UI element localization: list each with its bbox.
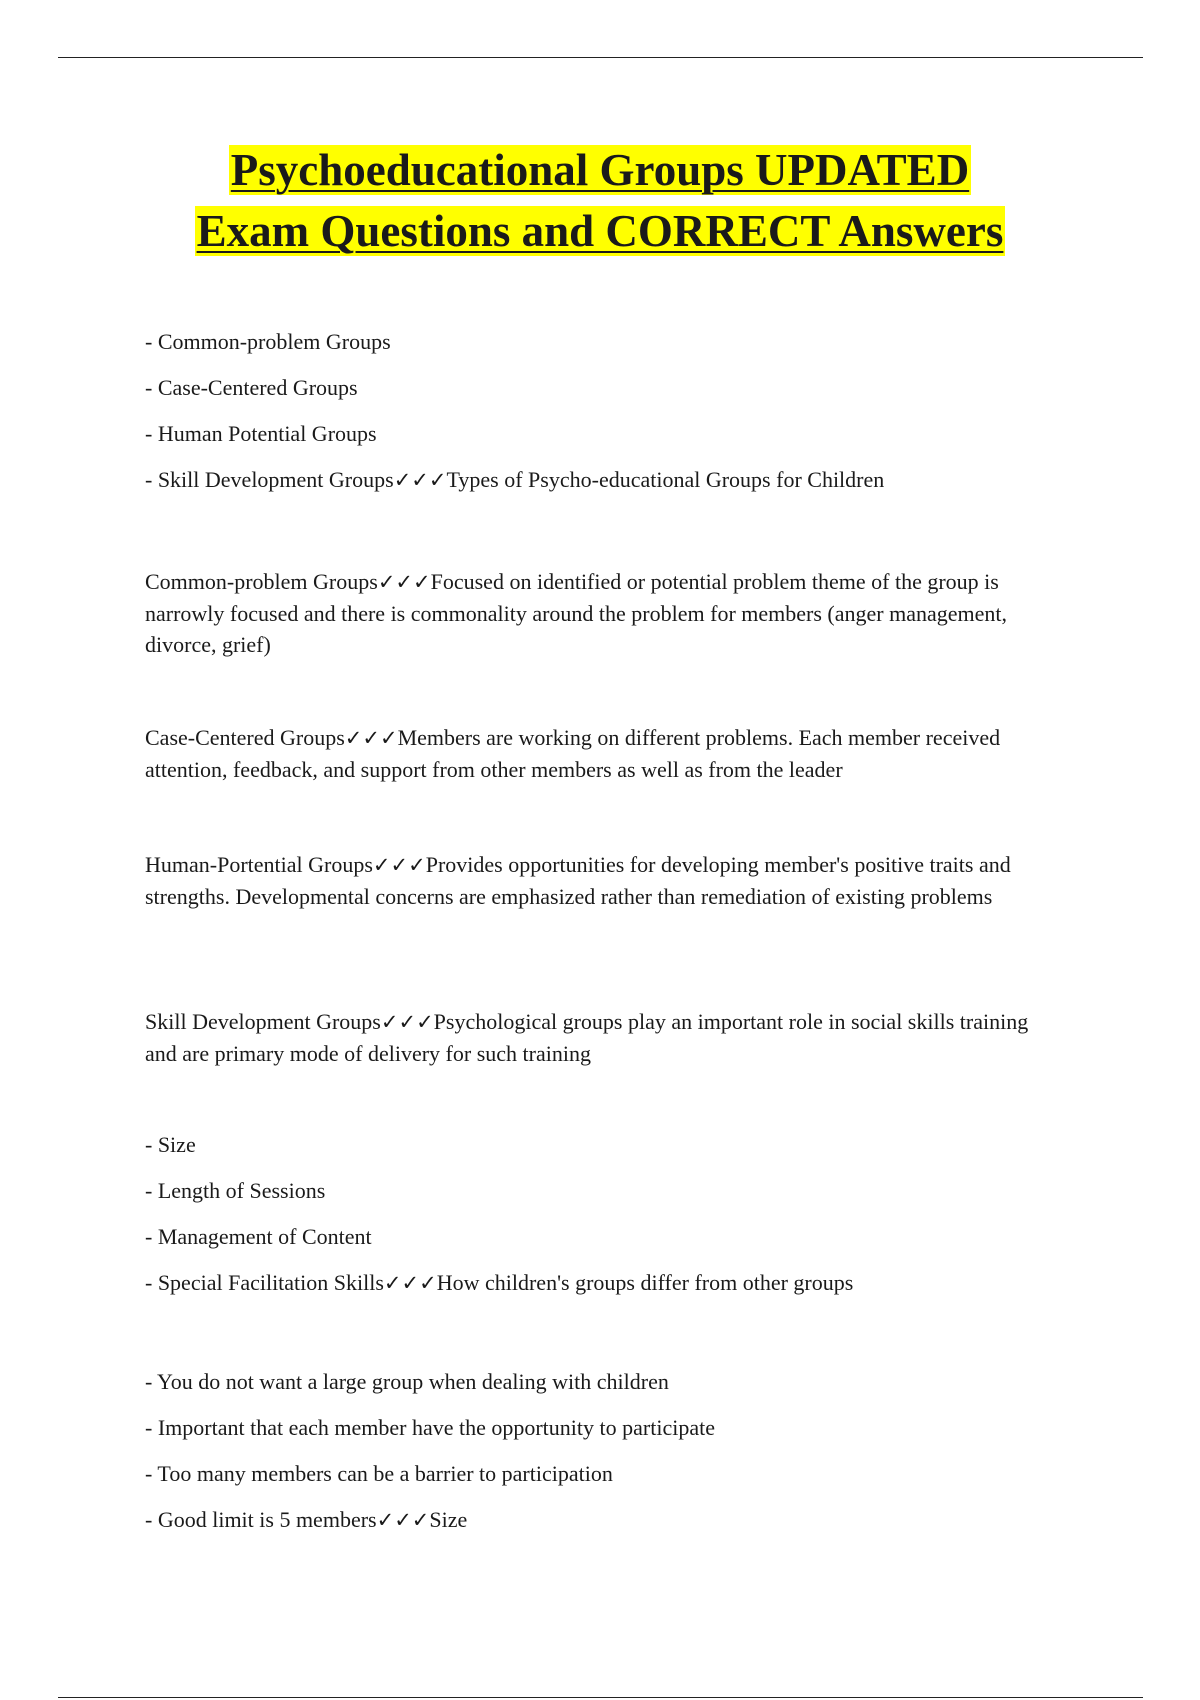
term-definition	[145, 722, 1065, 785]
list-line-with-answer	[145, 464, 1065, 496]
term-text: Human-Portential Groups	[145, 852, 373, 877]
qa-card-common-problem	[145, 566, 1065, 660]
list-line: - Case-Centered Groups	[145, 375, 358, 400]
title-line-2: Exam Questions and CORRECT Answers	[196, 206, 1004, 256]
definition-text: Members are working on different problems. Each member received attention, feedback, and support from other members as well as from the leader	[145, 725, 1001, 782]
list-line: - Common-problem Groups	[145, 329, 391, 354]
check-mark-icon: ✓✓✓	[393, 468, 447, 492]
check-mark-icon: ✓✓✓	[380, 1010, 434, 1034]
list-line-with-answer	[145, 1267, 1065, 1299]
qa-card-case-centered	[145, 722, 1065, 785]
list-line: - Human Potential Groups	[145, 421, 377, 446]
definition-text: Provides opportunities for developing member's positive traits and strengths. Developmental concerns are emphasized rather than remediation of existing problems	[145, 852, 1011, 909]
list-line: - Length of Sessions	[145, 1178, 326, 1203]
check-mark-icon: ✓✓✓	[344, 726, 398, 750]
answer-text: Size	[429, 1507, 468, 1532]
term-text: Common-problem Groups	[145, 569, 378, 594]
check-mark-icon: ✓✓✓	[377, 570, 431, 594]
list-line-with-answer	[145, 1504, 1065, 1536]
term-text: Case-Centered Groups	[145, 725, 345, 750]
qa-card-types	[145, 326, 1065, 496]
check-mark-icon: ✓✓✓	[376, 1508, 430, 1532]
term-text: Skill Development Groups	[145, 1009, 381, 1034]
qa-card-skill-development	[145, 1006, 1065, 1069]
definition-text: Psychological groups play an important role in social skills training and are primary mode of delivery for such training	[145, 1009, 1029, 1066]
list-line: - Good limit is 5 members	[145, 1507, 377, 1532]
list-line: - You do not want a large group when dealing with children	[145, 1369, 669, 1394]
qa-card-human-potential	[145, 849, 1065, 912]
qa-card-children-differences	[145, 1129, 1065, 1299]
term-definition	[145, 849, 1065, 912]
document-title	[0, 140, 1200, 262]
definition-text: Focused on identified or potential problem theme of the group is narrowly focused and there is commonality around the problem for members (anger management, divorce, grief)	[145, 569, 1007, 657]
list-line: - Management of Content	[145, 1224, 372, 1249]
list-line: - Size	[145, 1132, 196, 1157]
answer-text: Types of Psycho-educational Groups for Children	[446, 467, 885, 492]
top-rule	[58, 57, 1143, 58]
check-mark-icon: ✓✓✓	[383, 1271, 437, 1295]
answer-text: How children's groups differ from other groups	[436, 1270, 854, 1295]
list-line: - Skill Development Groups	[145, 467, 394, 492]
check-mark-icon: ✓✓✓	[372, 853, 426, 877]
term-definition	[145, 566, 1065, 660]
qa-card-size	[145, 1366, 1065, 1536]
bottom-rule	[58, 1697, 1143, 1698]
list-line: - Important that each member have the opportunity to participate	[145, 1415, 715, 1440]
list-line: - Special Facilitation Skills	[145, 1270, 384, 1295]
list-line: - Too many members can be a barrier to participation	[145, 1461, 613, 1486]
term-definition	[145, 1006, 1065, 1069]
title-line-1: Psychoeducational Groups UPDATED	[230, 145, 970, 195]
